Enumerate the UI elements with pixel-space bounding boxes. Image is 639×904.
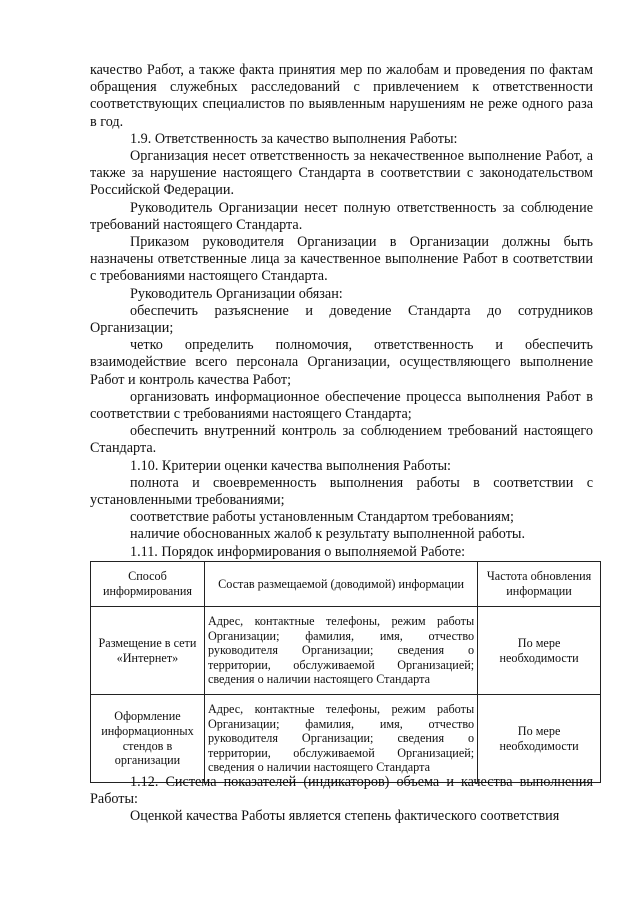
- table-cell-content: Адрес, контактные телефоны, режим работы Организации; фамилия, имя, отчество руководителя Организации; сведения о территории, обслуживаемой Организацией; сведения о наличии настоящего Стандарта: [204, 695, 477, 783]
- information-table: [90, 561, 601, 783]
- table-cell-content: Адрес, контактные телефоны, режим работы Организации; фамилия, имя, отчество руководителя Организации; сведения о территории, обслуживаемой Организацией; сведения о наличии настоящего Стандарта: [204, 607, 477, 695]
- table-cell-frequency: По мере необходимости: [478, 695, 601, 783]
- section-heading-1-9: 1.9. Ответственность за качество выполнения Работы:: [130, 130, 458, 147]
- paragraph: качество Работ, а также факта принятия мер по жалобам и проведения по фактам обращения служебных расследований с привлечением к ответственности соответствующих специалистов по выявленным нарушениям не реже одного раза в год.: [90, 62, 593, 130]
- table-row: [91, 607, 601, 695]
- section-heading-1-10: 1.10. Критерии оценки качества выполнения Работы:: [130, 457, 451, 474]
- table-header-method: Способ информирования: [91, 562, 205, 607]
- list-item: полнота и своевременность выполнения работы в соответствии с установленными требованиями;: [90, 474, 593, 509]
- list-item: обеспечить разъяснение и доведение Стандарта до сотрудников Организации;: [90, 302, 593, 337]
- table-header-content: Состав размещаемой (доводимой) информации: [204, 562, 477, 607]
- list-item: четко определить полномочия, ответственность и обеспечить взаимодействие всего персонала Организации, осуществляющего выполнение Работ и контроль качества Работ;: [90, 337, 593, 388]
- paragraph: Руководитель Организации несет полную ответственность за соблюдение требований настоящего Стандарта.: [90, 199, 593, 233]
- table-cell-method: Размещение в сети «Интернет»: [91, 607, 205, 695]
- table-cell-frequency: По мере необходимости: [478, 607, 601, 695]
- list-item: наличие обоснованных жалоб к результату выполненной работы.: [130, 526, 525, 543]
- list-item: организовать информационное обеспечение процесса выполнения Работ в соответствии с требованиями настоящего Стандарта;: [90, 388, 593, 423]
- section-heading-1-12: 1.12. Система показателей (индикаторов) объема и качества выполнения Работы:: [90, 774, 593, 808]
- table-cell-method: Оформление информационных стендов в организации: [91, 695, 205, 783]
- paragraph: Приказом руководителя Организации в Организации должны быть назначены ответственные лица за качественное выполнение Работ в соответствии с требованиями настоящего Стандарта.: [90, 234, 593, 285]
- table-header-row: [91, 562, 601, 607]
- body-text-after-table: [90, 774, 593, 826]
- paragraph: Оценкой качества Работы является степень фактического соответствия: [130, 808, 560, 825]
- list-item: обеспечить внутренний контроль за соблюдением требований настоящего Стандарта.: [90, 423, 593, 457]
- body-text: [90, 62, 593, 561]
- paragraph: Руководитель Организации обязан:: [130, 285, 343, 302]
- table-row: [91, 695, 601, 783]
- table-header-frequency: Частота обновления информации: [478, 562, 601, 607]
- paragraph: Организация несет ответственность за некачественное выполнение Работ, а также за нарушение настоящего Стандарта в соответствии с законодательством Российской Федерации.: [90, 148, 593, 199]
- list-item: соответствие работы установленным Стандартом требованиям;: [130, 509, 514, 526]
- section-heading-1-11: 1.11. Порядок информирования о выполняемой Работе:: [130, 543, 466, 560]
